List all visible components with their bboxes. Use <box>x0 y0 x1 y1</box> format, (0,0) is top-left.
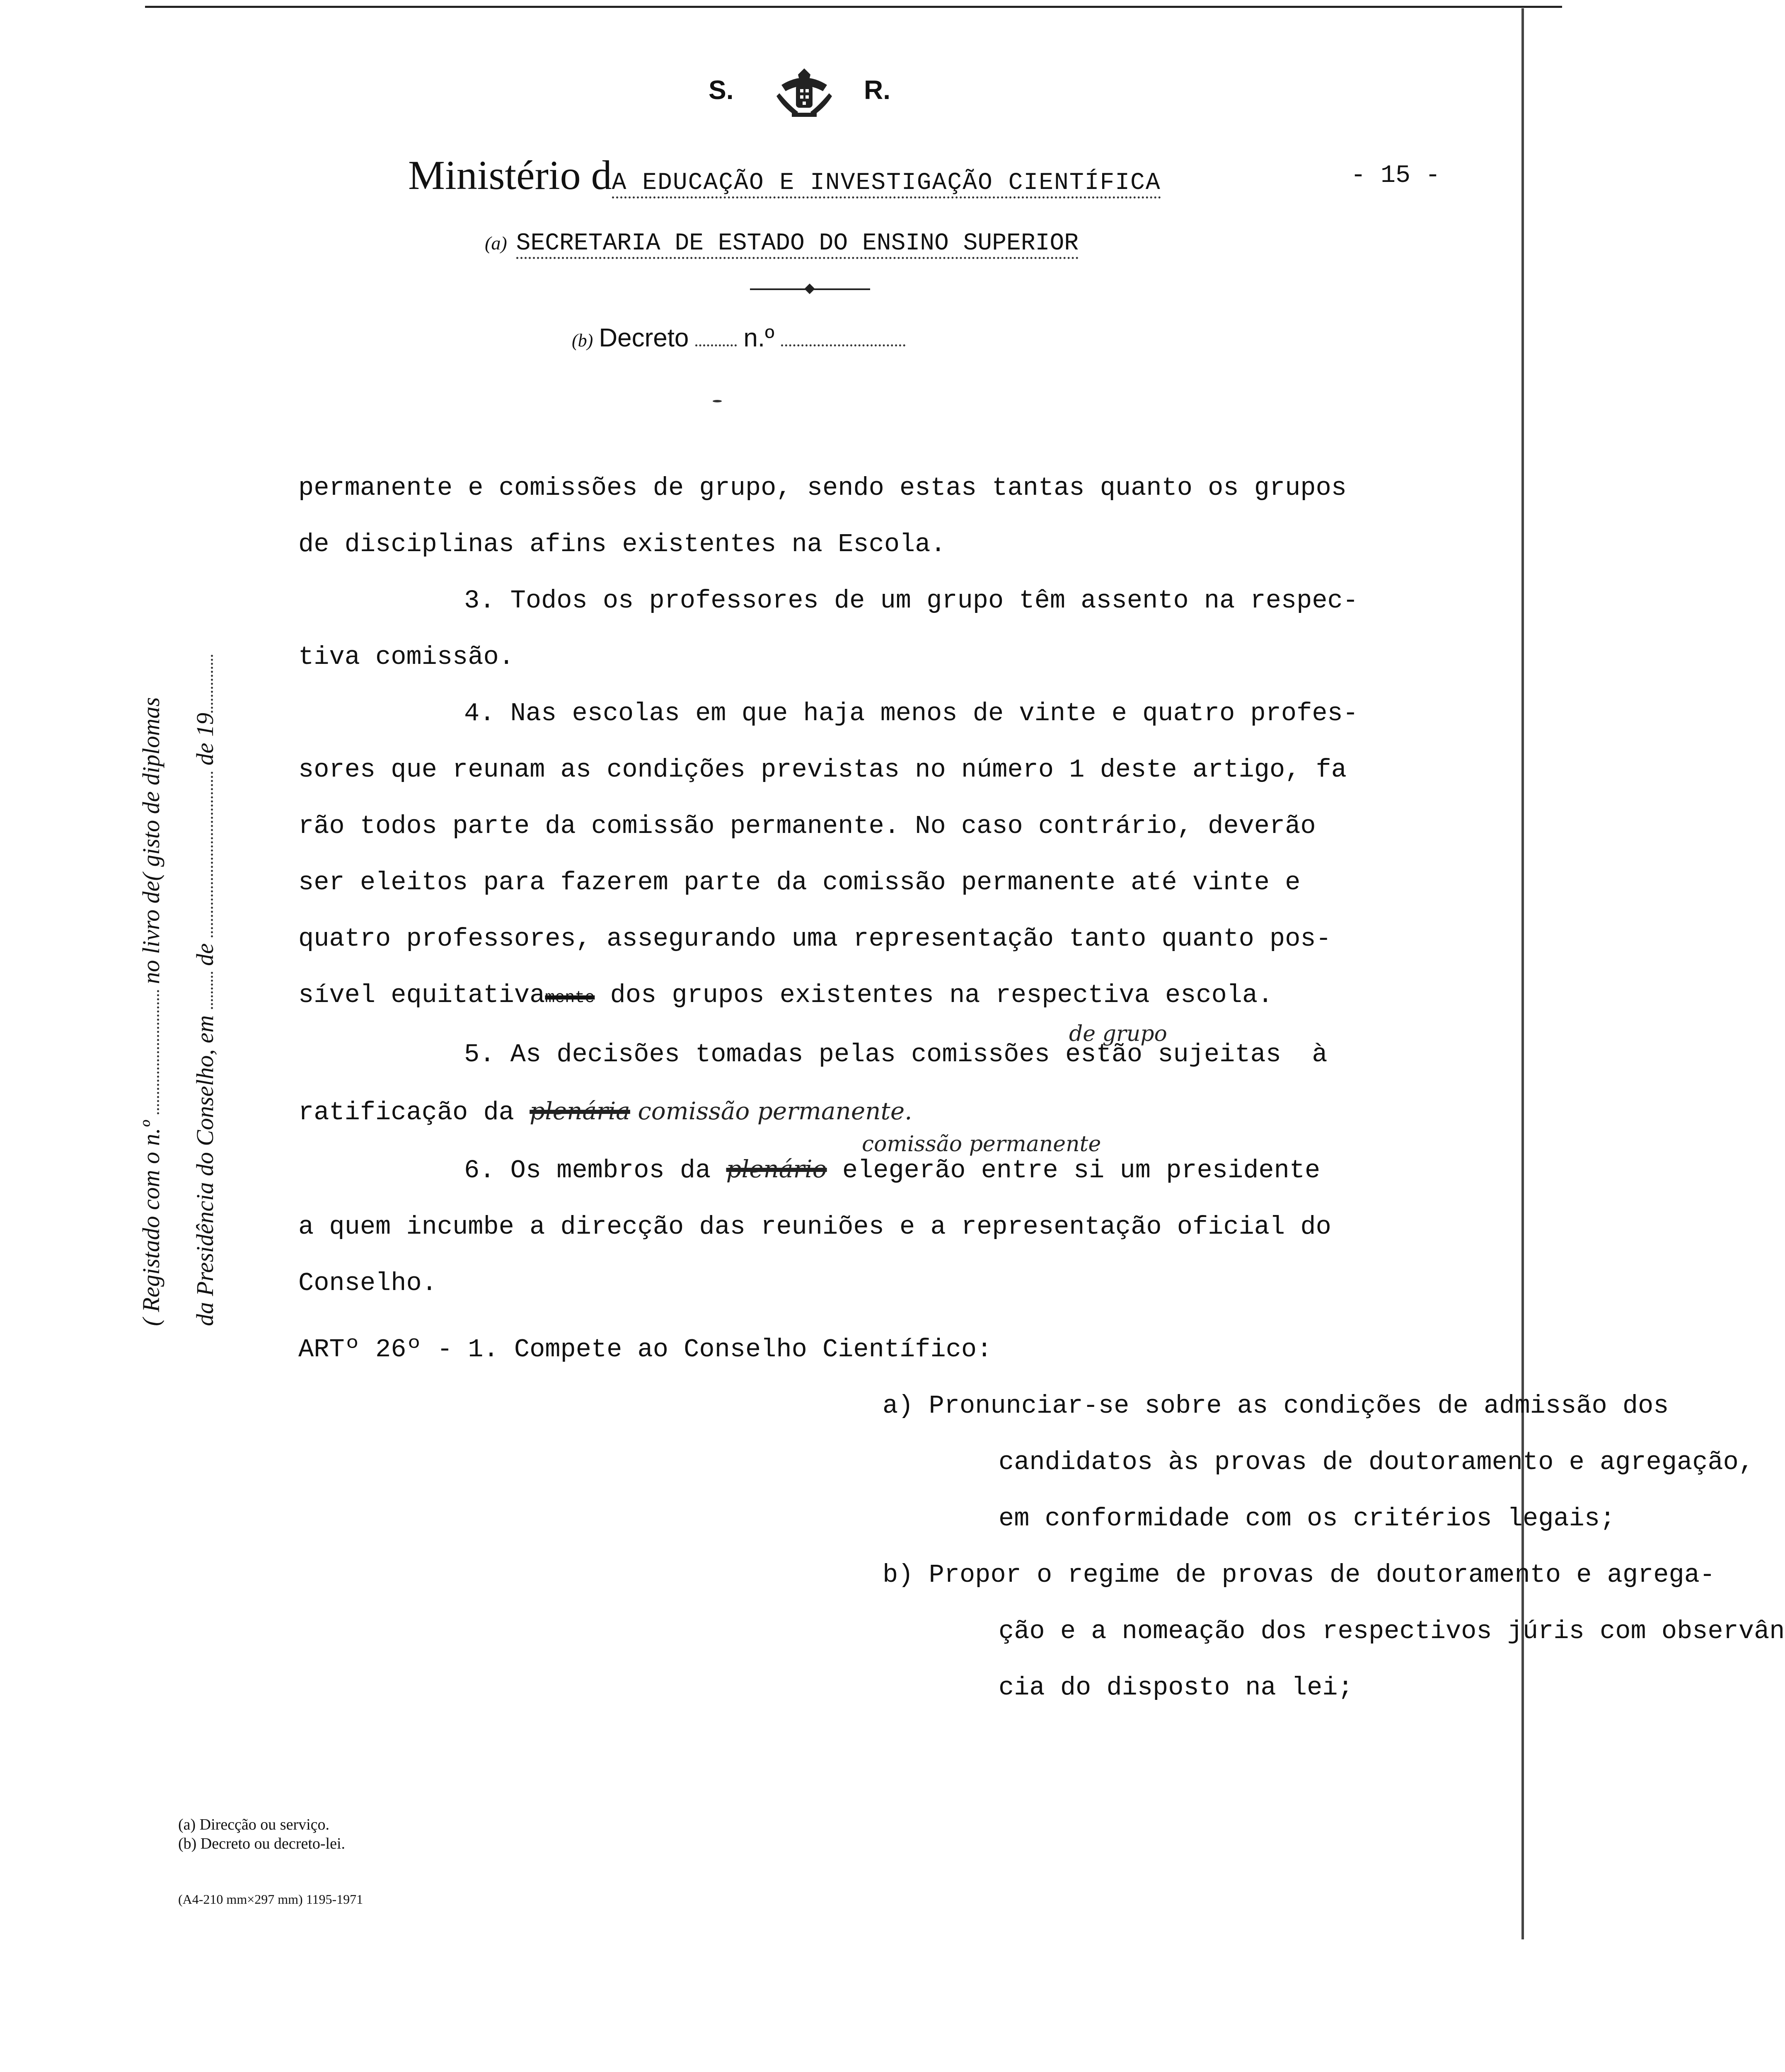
list-item-cont: candidatos às provas de doutoramento e agregação, <box>999 1447 1754 1477</box>
body-text: ratificação da <box>298 1098 530 1127</box>
list-item-cont: ção e a nomeação dos respectivos júris com observân <box>999 1617 1785 1646</box>
decreto-label: (b) <box>572 330 593 351</box>
decreto-number-label: n.º <box>743 324 774 352</box>
document-body <box>298 460 1785 1716</box>
handwritten-insert: comissão permanente. <box>630 1097 912 1125</box>
body-line: quatro professores, assegurando uma representação tanto quanto pos- <box>298 924 1331 954</box>
speck <box>713 400 722 402</box>
ministry-prefix: Ministério d <box>408 152 612 198</box>
registration-sidebar: ( Registado com o n.º no livro de( gisto de diplomas da Presidência do Conselho, em de de 19 <box>124 497 232 1326</box>
body-line <box>298 967 1458 1026</box>
body-text: 5. As decisões tomadas pelas comissões <box>464 1040 1050 1069</box>
body-line: tiva comissão. <box>298 642 514 672</box>
secretaria-label: (a) <box>485 232 507 254</box>
body-text: elegerão entre si um presidente <box>827 1156 1321 1185</box>
secretaria-line <box>485 230 1079 257</box>
footnotes <box>178 1815 345 1853</box>
body-text: estão sujeitas à <box>1050 1040 1328 1069</box>
page-number: - 15 - <box>1351 162 1441 190</box>
body-line: a quem incumbe a direcção das reuniões e a representação oficial do <box>298 1212 1331 1242</box>
body-line: ser eleitos para fazerem parte da comissão permanente até vinte e <box>298 868 1301 897</box>
body-line: Conselho. <box>298 1268 437 1298</box>
list-item: a) Pronunciar-se sobre as condições de admissão dos <box>883 1391 1669 1421</box>
secretaria-name: SECRETARIA DE ESTADO DO ENSINO SUPERIOR <box>516 230 1079 259</box>
body-text: 6. Os membros da <box>464 1156 726 1185</box>
sidebar-blank-1 <box>157 990 159 1114</box>
sidebar-line2b: de <box>191 943 218 966</box>
struck-word: plenária <box>530 1097 630 1125</box>
struck-word: mente <box>545 989 595 1007</box>
body-text: sível equitativa <box>298 980 545 1010</box>
article-heading: ARTº 26º - 1. Compete ao Conselho Científico: <box>298 1335 992 1364</box>
form-format-code: (A4-210 mm×297 mm) 1195-1971 <box>178 1892 363 1907</box>
sidebar-line2c: de 19 <box>191 712 218 766</box>
decreto-text: Decreto <box>599 324 689 352</box>
separator-diamond <box>804 283 815 294</box>
handwritten-insert: de grupo <box>1069 1021 1167 1046</box>
ministry-heading <box>408 151 1161 201</box>
sidebar-line1: Registado com o n.º <box>138 1120 164 1312</box>
body-line: 4. Nas escolas em que haja menos de vinte e quatro profes- <box>464 699 1358 728</box>
header-r: R. <box>864 75 890 105</box>
body-line <box>298 1132 1458 1199</box>
decreto-blank <box>695 344 737 346</box>
coat-of-arms-icon <box>773 66 835 120</box>
body-line: permanente e comissões de grupo, sendo estas tantas quanto os grupos <box>298 473 1347 503</box>
ministry-name: A EDUCAÇÃO E INVESTIGAÇÃO CIENTÍFICA <box>612 169 1161 198</box>
header-s: S. <box>709 75 734 105</box>
body-line: de disciplinas afins existentes na Escola. <box>298 530 946 559</box>
sidebar-line1c: gisto de diplomas <box>138 697 164 867</box>
body-text: dos grupos existentes na respectiva escola. <box>595 980 1273 1010</box>
sidebar-line2: da Presidência do Conselho, em <box>191 1015 218 1326</box>
decreto-number-blank <box>781 344 905 346</box>
sidebar-blank-2 <box>211 972 213 1009</box>
top-border-line <box>145 6 1562 8</box>
footnote-b: (b) Decreto ou decreto-lei. <box>178 1835 346 1852</box>
body-line: sores que reunam as condições previstas no número 1 deste artigo, fa <box>298 755 1347 784</box>
body-line: rão todos parte da comissão permanente. No caso contrário, deverão <box>298 811 1316 841</box>
list-item-cont: cia do disposto na lei; <box>999 1673 1353 1702</box>
struck-word: plenário <box>726 1155 827 1183</box>
sidebar-blank-4 <box>211 655 213 713</box>
body-line <box>298 1021 1458 1083</box>
list-item: b) Propor o regime de provas de doutoramento e agrega- <box>883 1560 1715 1590</box>
footnote-a: (a) Direcção ou serviço. <box>178 1816 330 1833</box>
list-item-cont: em conformidade com os critérios legais; <box>999 1504 1616 1533</box>
handwritten-insert: comissão permanente <box>862 1132 1101 1157</box>
body-line: 3. Todos os professores de um grupo têm assento na respec- <box>464 586 1358 615</box>
sidebar-blank-3 <box>211 772 213 937</box>
sidebar-line1b: no livro de <box>138 881 164 984</box>
decreto-line <box>572 323 905 353</box>
